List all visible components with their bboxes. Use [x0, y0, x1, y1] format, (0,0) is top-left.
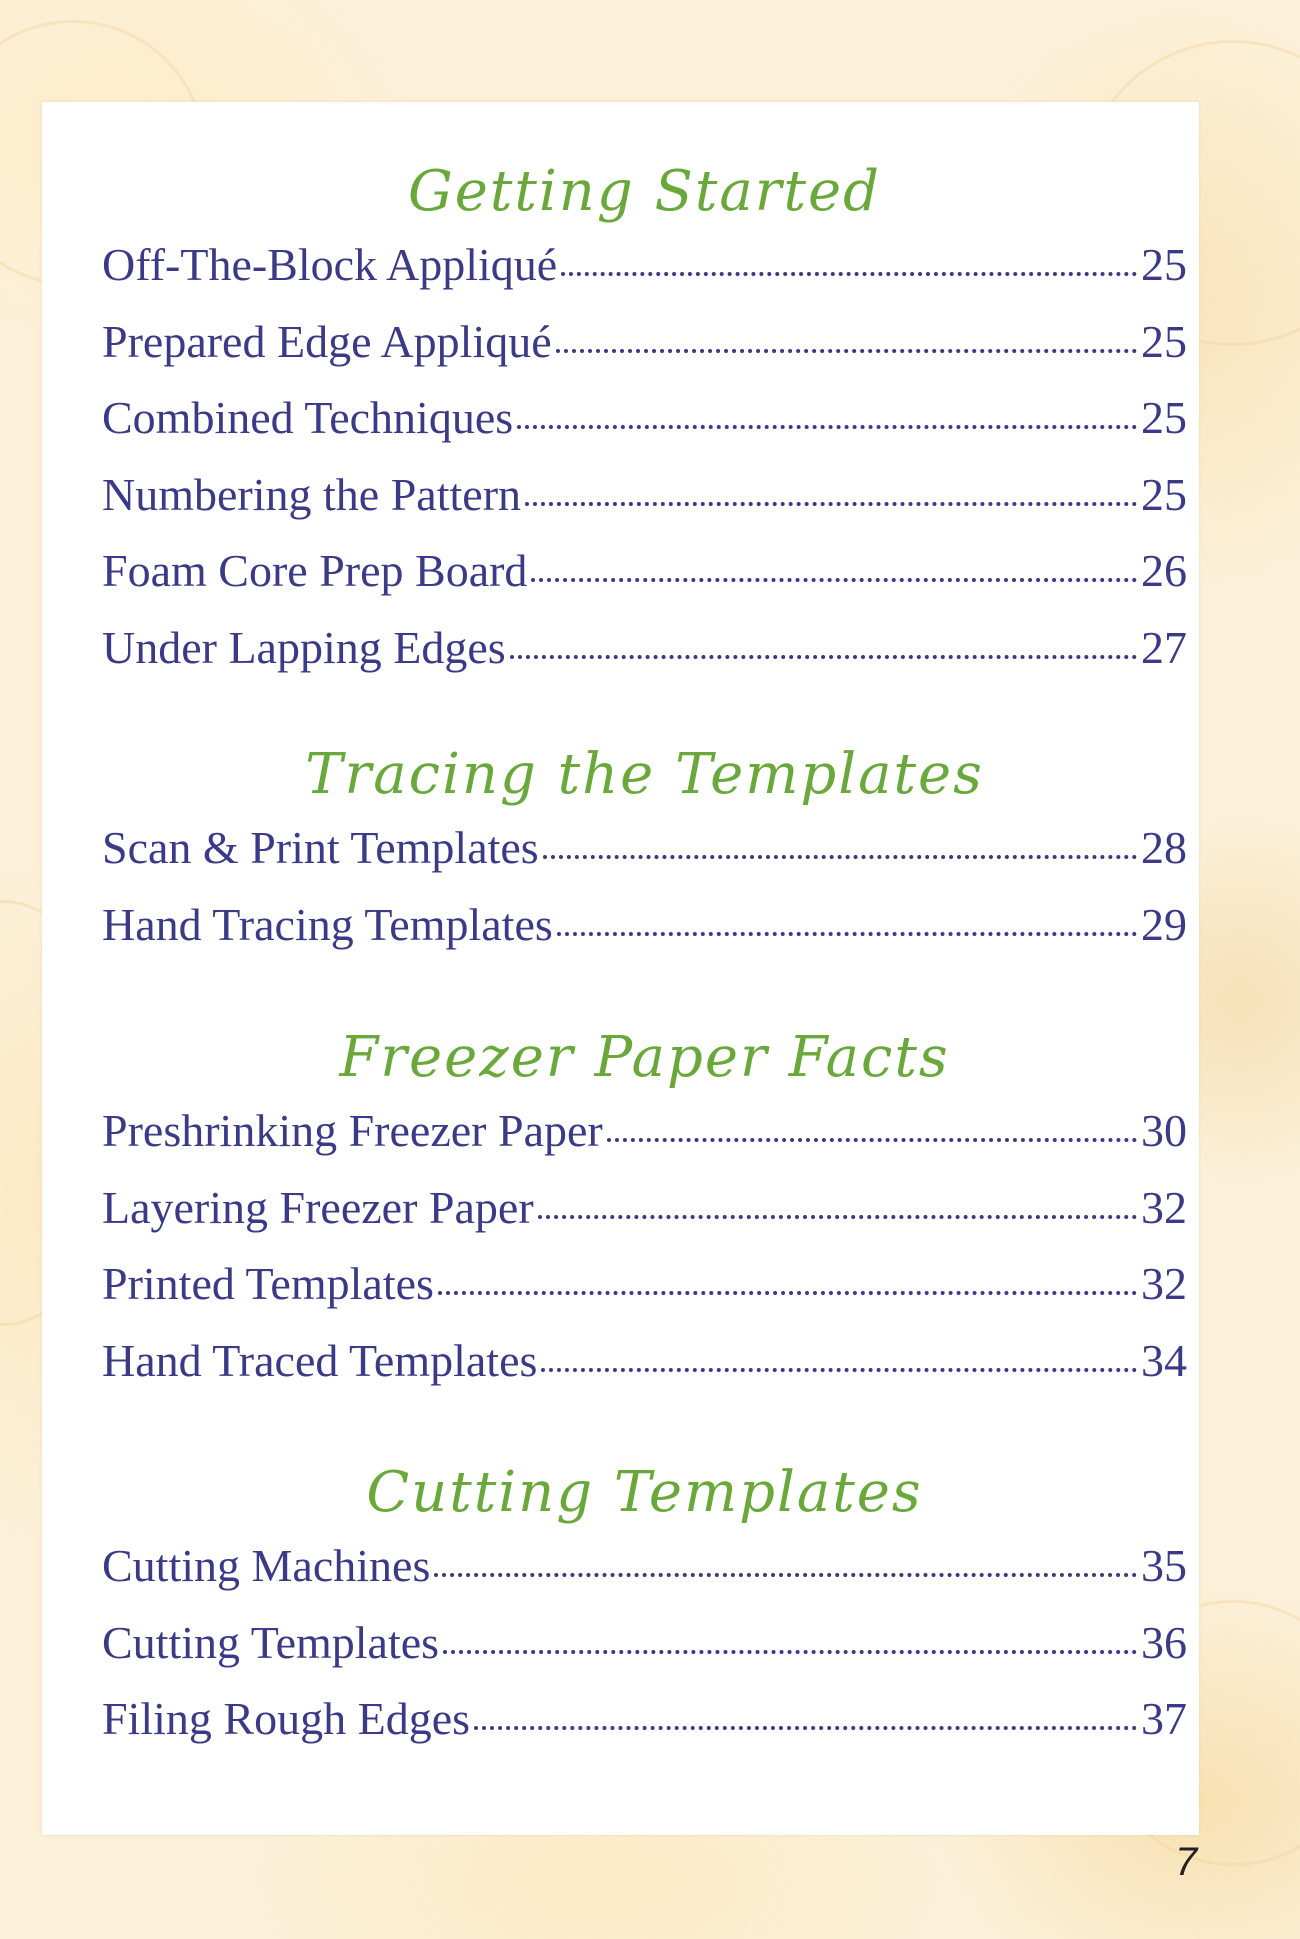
section-tracing-the-templates [102, 729, 1187, 974]
toc-entry[interactable] [102, 821, 1187, 898]
toc-entry[interactable] [102, 544, 1187, 621]
entry-list [102, 1539, 1187, 1769]
toc-entry[interactable] [102, 1334, 1187, 1411]
entry-title: Scan & Print Templates [102, 822, 539, 873]
section-freezer-paper-facts [102, 1012, 1187, 1410]
section-heading: Getting Started [407, 159, 882, 224]
entry-page: 29 [1141, 898, 1187, 950]
entry-title: Combined Techniques [102, 392, 514, 443]
entry-title: Cutting Machines [102, 1540, 431, 1591]
dot-leader [434, 1573, 1137, 1577]
dot-leader [538, 1215, 1137, 1219]
dot-leader [607, 1138, 1137, 1142]
toc-entry[interactable] [102, 1257, 1187, 1334]
entry-page: 25 [1141, 239, 1187, 290]
entry-title: Foam Core Prep Board [102, 545, 528, 596]
entry-page: 28 [1141, 822, 1187, 873]
contents-panel [42, 102, 1199, 1835]
dot-leader [561, 272, 1137, 276]
toc-entry[interactable] [102, 621, 1187, 698]
entry-page: 26 [1141, 545, 1187, 596]
entry-page: 36 [1141, 1616, 1187, 1668]
entry-title: Off-The-Block Appliqué [102, 239, 558, 290]
dot-leader [557, 932, 1137, 936]
page-number: 7 [1175, 1840, 1198, 1884]
entry-title: Hand Traced Templates [102, 1334, 538, 1386]
section-cutting-templates [102, 1447, 1187, 1769]
dot-leader [443, 1650, 1137, 1654]
entry-page: 27 [1141, 621, 1187, 673]
entry-title: Prepared Edge Appliqué [102, 315, 552, 367]
section-heading: Freezer Paper Facts [339, 1025, 950, 1090]
dot-leader [525, 502, 1137, 506]
entry-page: 37 [1141, 1693, 1187, 1744]
dot-leader [438, 1291, 1137, 1295]
entry-title: Cutting Templates [102, 1616, 440, 1668]
dot-leader [474, 1726, 1137, 1730]
entry-title: Preshrinking Freezer Paper [102, 1105, 603, 1156]
toc-entry[interactable] [102, 898, 1187, 975]
dot-leader [543, 855, 1137, 859]
entry-page: 25 [1141, 468, 1187, 520]
entry-title: Printed Templates [102, 1258, 434, 1309]
section-getting-started [102, 146, 1187, 697]
toc-entry[interactable] [102, 315, 1187, 392]
entry-list [102, 1104, 1187, 1410]
entry-list [102, 238, 1187, 697]
section-heading: Tracing the Templates [305, 742, 984, 807]
dot-leader [517, 425, 1137, 429]
dot-leader [541, 1368, 1137, 1372]
toc-entry[interactable] [102, 391, 1187, 468]
entry-page: 32 [1141, 1258, 1187, 1309]
toc-entry[interactable] [102, 1181, 1187, 1258]
dot-leader [556, 349, 1137, 353]
entry-title: Filing Rough Edges [102, 1693, 471, 1744]
entry-title: Hand Tracing Templates [102, 898, 553, 950]
entry-title: Under Lapping Edges [102, 621, 506, 673]
entry-page: 25 [1141, 392, 1187, 443]
entry-page: 32 [1141, 1181, 1187, 1233]
entry-list [102, 821, 1187, 974]
dot-leader [510, 655, 1137, 659]
toc-entry[interactable] [102, 1104, 1187, 1181]
toc-entry[interactable] [102, 1539, 1187, 1616]
entry-page: 25 [1141, 315, 1187, 367]
entry-page: 34 [1141, 1334, 1187, 1386]
entry-page: 35 [1141, 1540, 1187, 1591]
toc-entry[interactable] [102, 238, 1187, 315]
entry-page: 30 [1141, 1105, 1187, 1156]
toc-entry[interactable] [102, 468, 1187, 545]
toc-entry[interactable] [102, 1616, 1187, 1693]
dot-leader [531, 578, 1137, 582]
entry-title: Numbering the Pattern [102, 468, 522, 520]
entry-title: Layering Freezer Paper [102, 1181, 534, 1233]
section-heading: Cutting Templates [366, 1460, 923, 1525]
toc-entry[interactable] [102, 1692, 1187, 1769]
